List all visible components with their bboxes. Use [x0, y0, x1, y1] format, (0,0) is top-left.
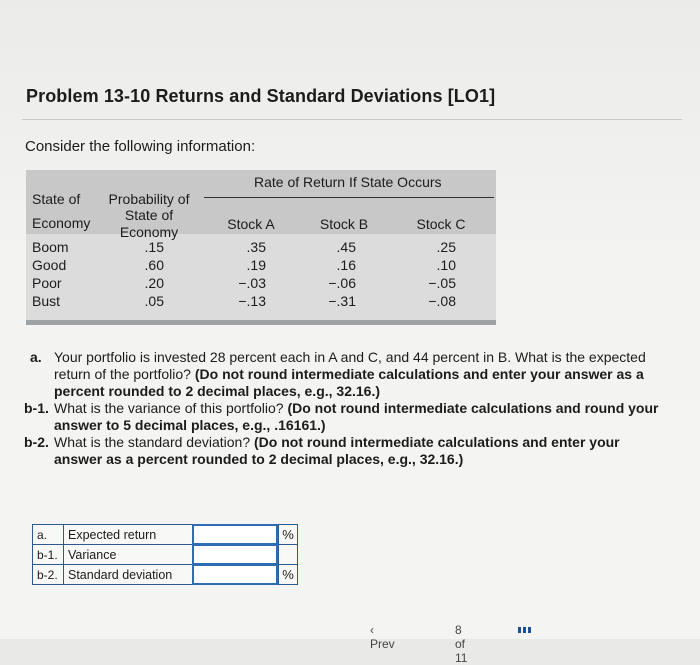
answer-row-unit: % [278, 564, 298, 585]
row-prob: .15 [144, 239, 164, 255]
row-stock-c: .25 [436, 239, 456, 255]
row-stock-b: .45 [336, 239, 356, 255]
row-stock-a: .19 [246, 257, 266, 273]
question-b1 [24, 400, 670, 434]
intro-text: Consider the following information: [25, 138, 256, 155]
title-divider [22, 119, 682, 120]
row-stock-b: .16 [336, 257, 356, 273]
question-a-instruction: (Do not round intermediate calculations and enter your answer as a percent rounded to 2 decimal places, e.g., 32.16.) [54, 366, 644, 399]
question-a-text: Your portfolio is invested 28 percent each in A and C, and 44 percent in B. What is the expected return of the portfolio? [54, 349, 646, 382]
row-stock-c: −.08 [428, 293, 456, 309]
prev-label: Prev [370, 637, 395, 651]
question-b2 [24, 434, 670, 468]
page-indicator[interactable]: 8 of 11 [455, 623, 468, 665]
answer-row-letter: a. [37, 528, 48, 542]
row-stock-a: .35 [246, 239, 266, 255]
row-prob: .05 [144, 293, 164, 309]
group-header-rule [204, 197, 494, 198]
question-a [30, 349, 670, 400]
col-prob-line2: State of [124, 207, 174, 223]
chevron-left-icon: ‹ [370, 623, 374, 637]
question-b1-letter: b-1. [24, 400, 49, 416]
answer-row-label: Standard deviation [68, 568, 173, 582]
col-stock-b: Stock B [319, 216, 369, 232]
answer-row-letter: b-1. [37, 548, 58, 562]
answer-row-unit: % [278, 524, 298, 545]
question-b2-letter: b-2. [24, 434, 49, 450]
row-stock-a: −.13 [238, 293, 266, 309]
row-prob: .20 [144, 275, 164, 291]
col-stock-c: Stock C [416, 216, 466, 232]
variance-input[interactable] [192, 544, 278, 565]
question-block [24, 349, 670, 468]
returns-table [26, 170, 496, 328]
row-stock-a: −.03 [238, 275, 266, 291]
row-state: Bust [32, 293, 61, 309]
col-prob-line1: Probability of [108, 191, 190, 207]
answer-row-letter: b-2. [37, 568, 58, 582]
expected-return-input[interactable] [192, 524, 278, 545]
grid-icon[interactable] [518, 627, 532, 633]
prev-button[interactable] [370, 623, 395, 651]
answer-row-label: Expected return [68, 528, 157, 542]
standard-deviation-input[interactable] [192, 564, 278, 585]
col-state-line2: Economy [32, 215, 91, 231]
row-prob: .60 [144, 257, 164, 273]
question-b2-instruction: (Do not round intermediate calculations and enter your answer as a percent rounded to 2 decimal places, e.g., 32.16.) [54, 434, 620, 467]
question-b1-instruction: (Do not round intermediate calculations and round your answer to 5 decimal places, e.g., .16161.) [54, 400, 659, 433]
answer-row-unit [278, 544, 298, 565]
question-b1-text: What is the variance of this portfolio? [54, 400, 284, 416]
col-state-line1: State of [32, 191, 81, 207]
question-b2-text: What is the standard deviation? [54, 434, 251, 450]
row-stock-b: −.31 [328, 293, 356, 309]
row-stock-b: −.06 [328, 275, 356, 291]
row-state: Boom [32, 239, 69, 255]
row-stock-c: −.05 [428, 275, 456, 291]
row-state: Poor [32, 275, 62, 291]
row-stock-c: .10 [436, 257, 456, 273]
col-stock-a: Stock A [227, 216, 275, 232]
table-bottom-bar [26, 320, 496, 325]
group-header: Rate of Return If State Occurs [254, 174, 442, 190]
col-prob-line3: Economy [119, 224, 179, 240]
page-title: Problem 13-10 Returns and Standard Deviations [LO1] [26, 86, 496, 106]
row-state: Good [32, 257, 67, 273]
question-a-letter: a. [30, 349, 42, 365]
answer-row-label: Variance [68, 548, 117, 562]
